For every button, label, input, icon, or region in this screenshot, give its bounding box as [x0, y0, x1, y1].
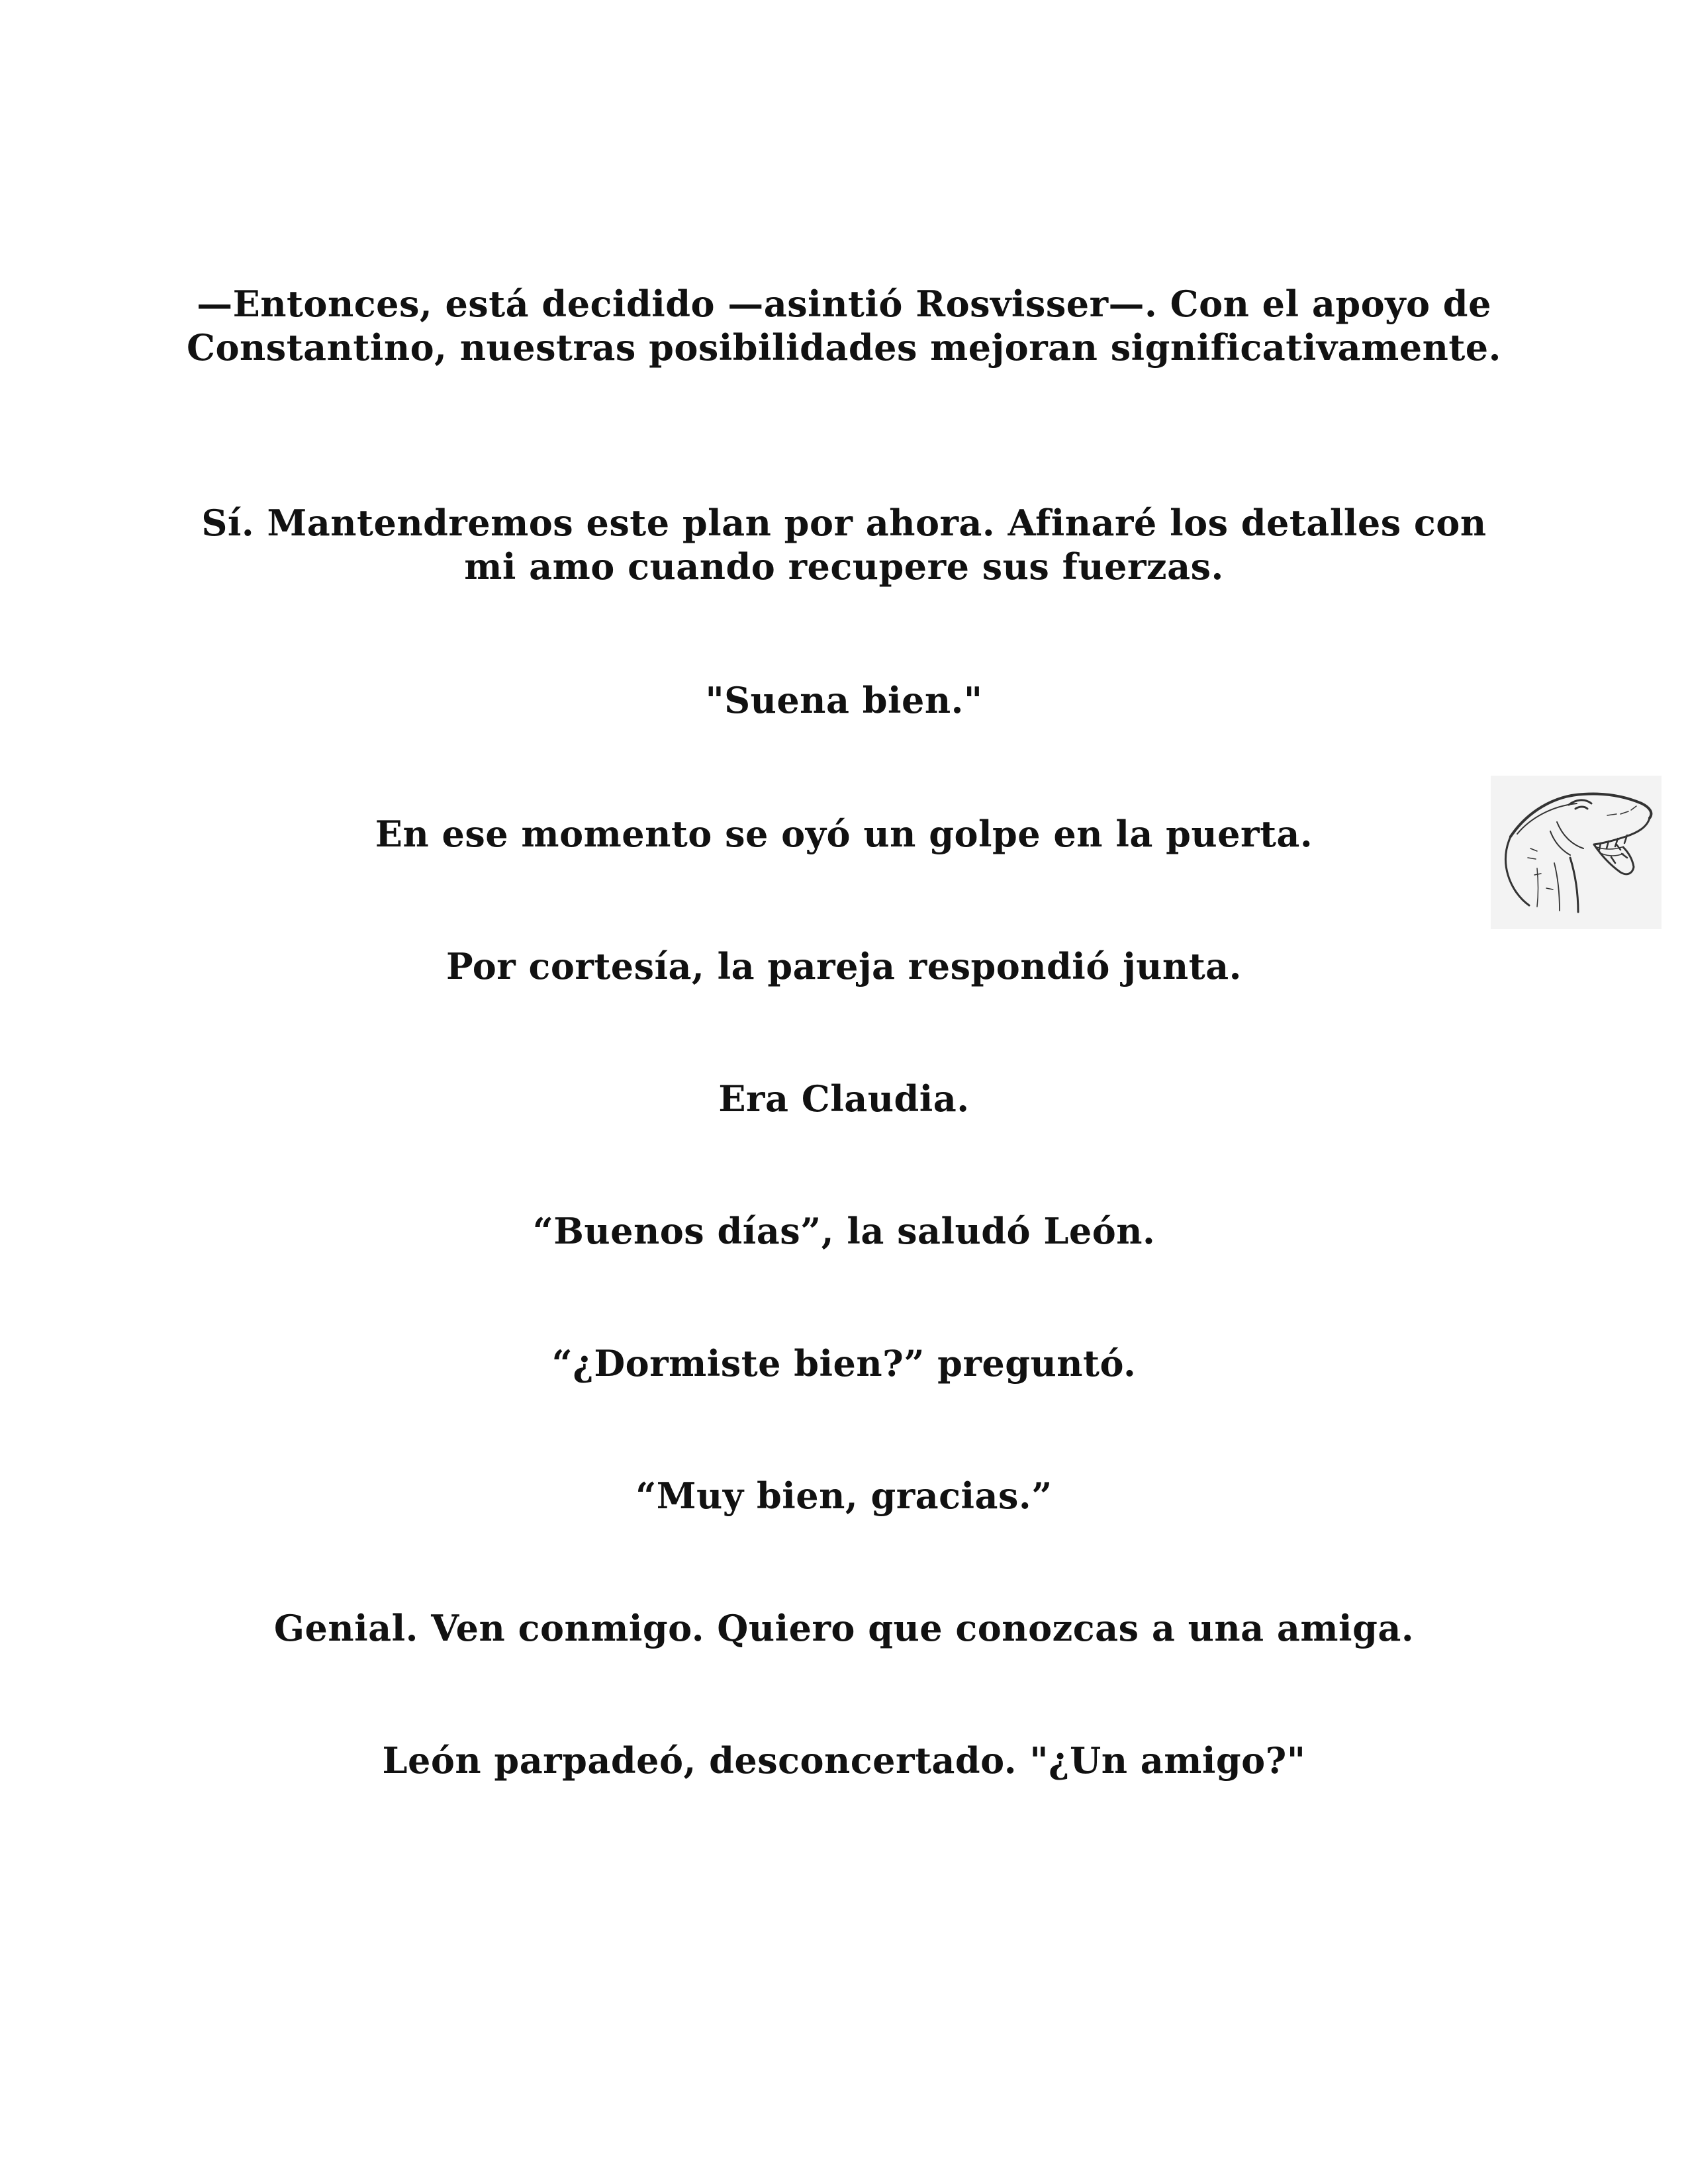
paragraph-9: “Muy bien, gracias.”	[635, 1475, 1053, 1517]
paragraph-5: Por cortesía, la pareja respondió junta.	[446, 945, 1242, 987]
paragraph-11: León parpadeó, desconcertado. "¿Un amigo?"	[382, 1739, 1306, 1782]
paragraph-1: —Entonces, está decidido —asintió Rosvisser—. Con el apoyo de Constantino, nuestras posibilidades mejoran significativamente.	[187, 283, 1501, 369]
paragraph-3: "Suena bien."	[705, 679, 983, 721]
paragraph-6: Era Claudia.	[718, 1077, 970, 1120]
paragraph-7: “Buenos días”, la saludó León.	[532, 1210, 1156, 1252]
paragraph-8: “¿Dormiste bien?” preguntó.	[551, 1342, 1137, 1385]
paragraph-4: En ese momento se oyó un golpe en la puerta.	[375, 813, 1313, 855]
paragraph-10: Genial. Ven conmigo. Quiero que conozcas a una amiga.	[273, 1607, 1415, 1649]
dinosaur-head-sketch-icon	[1491, 776, 1662, 929]
paragraph-2: Sí. Mantendremos este plan por ahora. Afinaré los detalles con mi amo cuando recupere sus fuerzas.	[201, 502, 1487, 588]
